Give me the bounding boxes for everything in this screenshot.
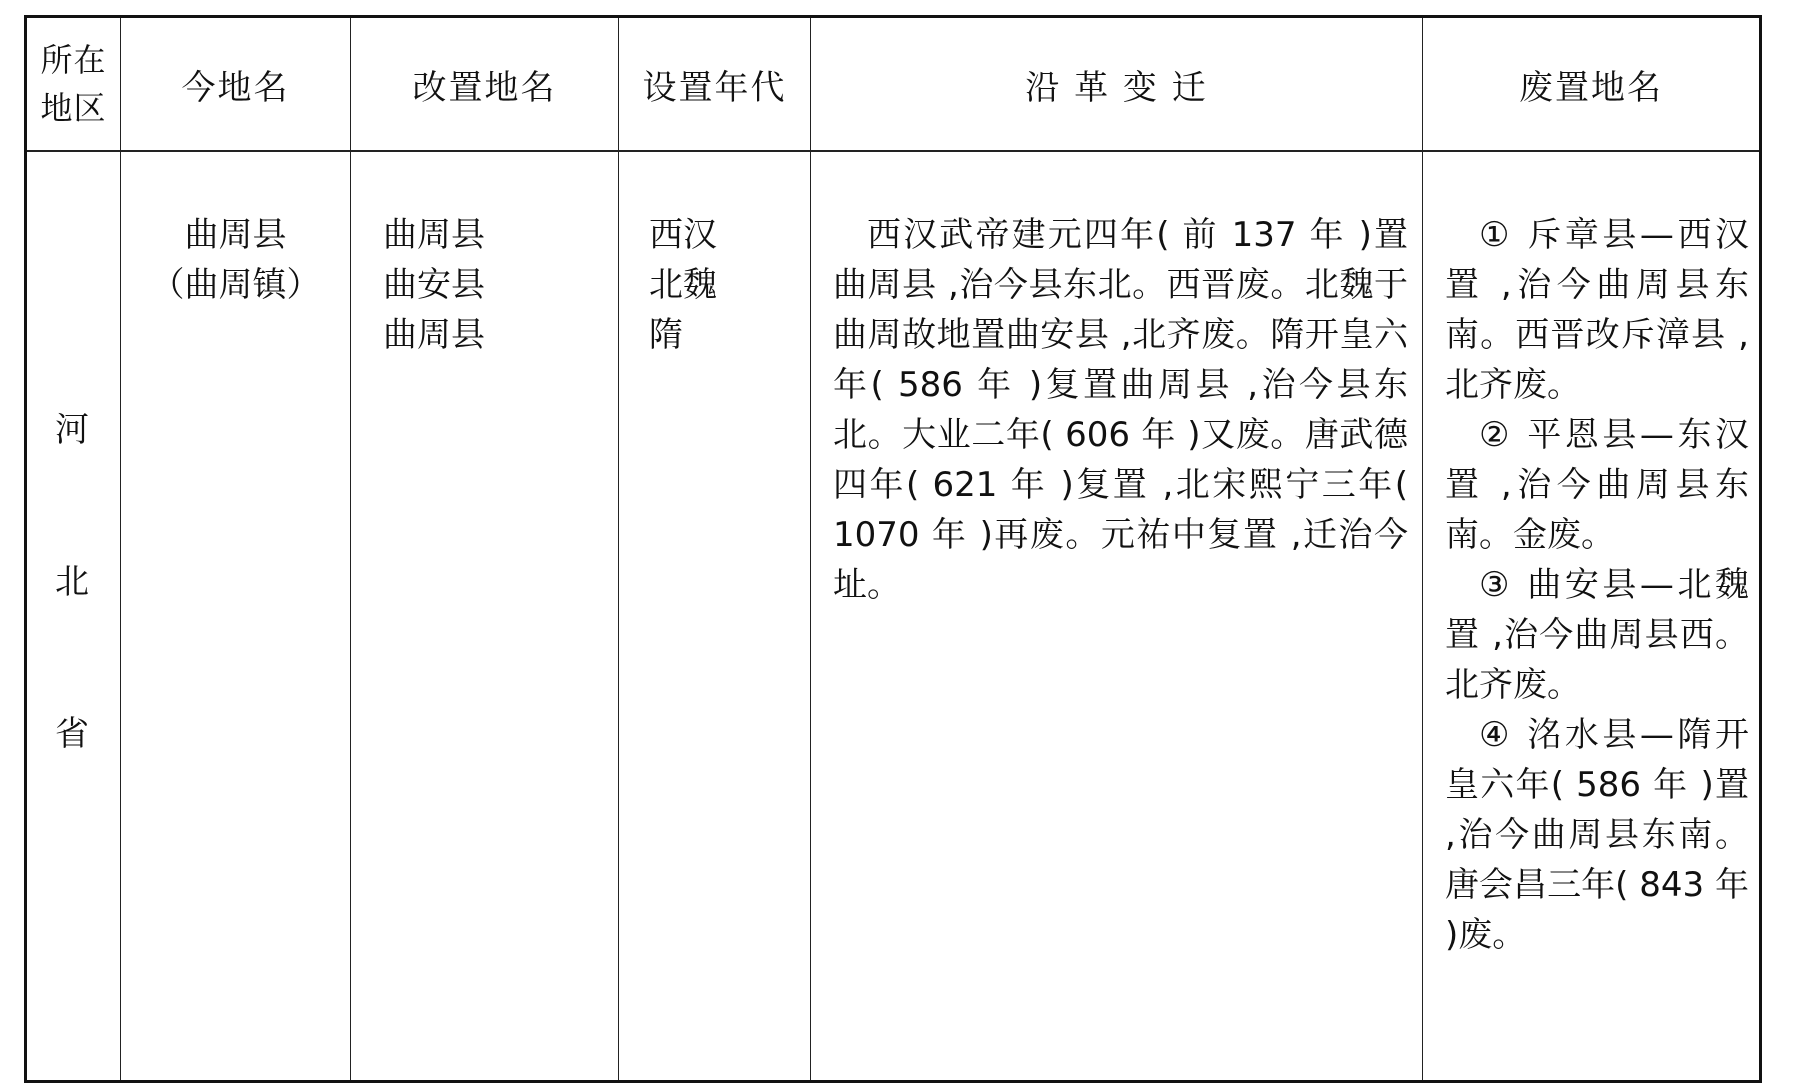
header-row (26, 17, 1761, 152)
header-region-line2: 地区 (40, 89, 107, 127)
year-line-2: 北魏 (649, 265, 717, 305)
renamed-line-2: 曲安县 (383, 265, 485, 305)
today-name-cell (121, 151, 351, 1082)
year-cell (619, 151, 811, 1082)
header-history: 沿 革 变 迁 (811, 17, 1423, 152)
abolished-cell (1423, 151, 1761, 1082)
today-name-line-1: 曲周县 (184, 215, 287, 255)
history-cell (811, 151, 1423, 1082)
region-char-1: 河 (55, 410, 89, 450)
region-char-2: 北 (55, 562, 89, 602)
renamed-line-1: 曲周县 (383, 215, 485, 255)
history-text: 西汉武帝建元四年( 前 137 年 )置曲周县 ,治今县东北。西晋废。北魏于曲周故地置曲安县 ,北齐废。隋开皇六年( 586 年 )复置曲周县 ,治今县东北。大业二年( 606 年 )又废。唐武德四年( 621 年 )复置 ,北宋熙宁三年( 1070 年 )再废。元祐中复置 ,迁治今址。 (833, 215, 1408, 605)
header-renamed: 改置地名 (351, 17, 619, 152)
region-cell (26, 151, 121, 1082)
header-today-name: 今地名 (121, 17, 351, 152)
header-year: 设置年代 (619, 17, 811, 152)
abolished-item-1: ① 斥章县—西汉置 ,治今曲周县东南。西晋改斥漳县 ,北齐废。 (1445, 215, 1749, 405)
header-abolished: 废置地名 (1423, 17, 1761, 152)
abolished-item-3: ③ 曲安县—北魏置 ,治今曲周县西。北齐废。 (1445, 565, 1749, 705)
table-row (26, 151, 1761, 1082)
region-char-3: 省 (55, 714, 89, 754)
gazetteer-table (24, 15, 1762, 1083)
renamed-cell (351, 151, 619, 1082)
abolished-item-2: ② 平恩县—东汉置 ,治今曲周县东南。金废。 (1445, 415, 1749, 555)
abolished-item-4: ④ 洺水县—隋开皇六年( 586 年 )置 ,治今曲周县东南。唐会昌三年( 843 年 )废。 (1445, 715, 1749, 955)
today-name-line-2: （曲周镇） (150, 265, 321, 305)
year-line-3: 隋 (649, 315, 683, 355)
year-line-1: 西汉 (649, 215, 717, 255)
header-region-line1: 所在 (40, 41, 107, 79)
header-region (26, 17, 121, 152)
renamed-line-3: 曲周县 (383, 315, 485, 355)
